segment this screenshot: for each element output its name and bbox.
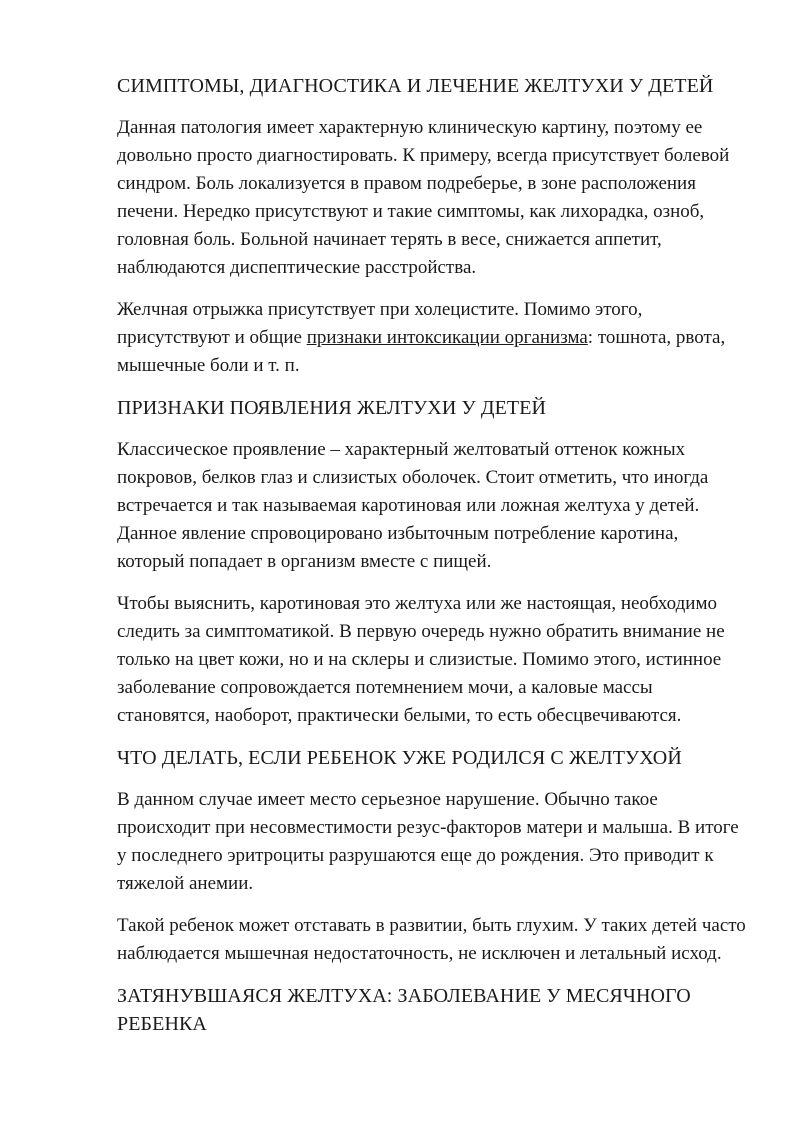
paragraph-symptoms-1: Данная патология имеет характерную клиническую картину, поэтому ее довольно просто диагностировать. К примеру, всегда присутствует болевой синдром. Боль локализуется в правом подреберье, в зоне расположения печени. Нередко присутствуют и такие симптомы, как лихорадка, озноб, головная боль. Больной начинает терять в весе, снижается аппетит, наблюдаются диспептические расстройства. [117, 117, 730, 278]
paragraph-text: Желчная отрыжка присутствует при холецистите. Помимо этого, присутствуют и общие [117, 299, 643, 348]
section-heading-symptoms: СИМПТОМЫ, ДИАГНОСТИКА И ЛЕЧЕНИЕ ЖЕЛТУХИ У ДЕТЕЙ [117, 75, 714, 97]
paragraph-text: : тошнота, рвота, мышечные боли и т. п. [117, 327, 726, 376]
section-heading-born-with-jaundice: ЧТО ДЕЛАТЬ, ЕСЛИ РЕБЕНОК УЖЕ РОДИЛСЯ С ЖЕЛТУХОЙ [117, 747, 682, 769]
intoxication-signs-link[interactable]: признаки интоксикации организма [306, 327, 588, 348]
paragraph-born-1: В данном случае имеет место серьезное нарушение. Обычно такое происходит при несовместимости резус-факторов матери и малыша. В итоге у последнего эритроциты разрушаются еще до рождения. Это приводит к тяжелой анемии. [117, 789, 739, 894]
document-page [117, 72, 747, 1052]
paragraph-symptoms-2 [117, 296, 747, 380]
paragraph-signs-1: Классическое проявление – характерный желтоватый оттенок кожных покровов, белков глаз и слизистых оболочек. Стоит отметить, что иногда встречается и так называемая каротиновая или ложная желтуха у детей. Данное явление спровоцировано избыточным потребление каротина, который попадает в организм вместе с пищей. [117, 439, 709, 572]
paragraph-born-2: Такой ребенок может отставать в развитии, быть глухим. У таких детей часто наблюдается мышечная недостаточность, не исключен и летальный исход. [117, 915, 746, 964]
section-heading-prolonged-jaundice: ЗАТЯНУВШАЯСЯ ЖЕЛТУХА: ЗАБОЛЕВАНИЕ У МЕСЯЧНОГО РЕБЕНКА [117, 985, 691, 1035]
paragraph-signs-2: Чтобы выяснить, каротиновая это желтуха или же настоящая, необходимо следить за симптоматикой. В первую очередь нужно обратить внимание не только на цвет кожи, но и на склеры и слизистые. Помимо этого, истинное заболевание сопровождается потемнением мочи, а каловые массы становятся, наоборот, практически белыми, то есть обесцвечиваются. [117, 593, 725, 726]
section-heading-signs: ПРИЗНАКИ ПОЯВЛЕНИЯ ЖЕЛТУХИ У ДЕТЕЙ [117, 397, 547, 419]
